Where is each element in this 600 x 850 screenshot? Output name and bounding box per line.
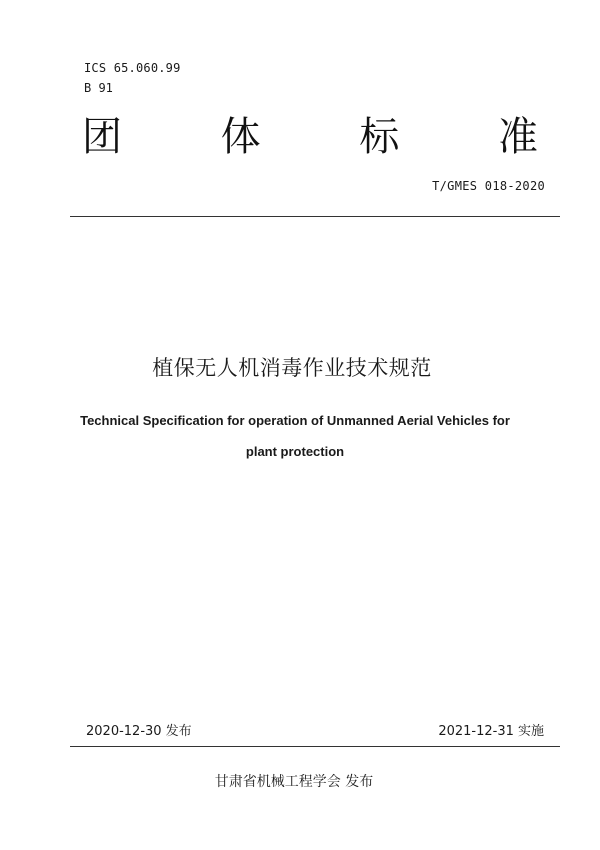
chinese-title: 植保无人机消毒作业技术规范: [152, 356, 432, 380]
standard-type-char: 标: [359, 114, 400, 160]
top-divider: [70, 216, 560, 217]
ics-code: ICS 65.060.99: [84, 61, 181, 75]
standard-type-char: 体: [220, 114, 261, 160]
english-title-line-1: Technical Specification for operation of Unmanned Aerial Vehicles for: [80, 413, 510, 428]
bottom-divider: [70, 746, 560, 747]
issue-date: 2020-12-30 发布: [86, 724, 192, 739]
ccs-code: B 91: [84, 81, 113, 95]
standard-type-heading: [80, 112, 540, 162]
english-title-line-2: plant protection: [245, 444, 345, 459]
implementation-date: 2021-12-31 实施: [438, 724, 544, 739]
standard-number: T/GMES 018-2020: [432, 179, 545, 193]
standard-type-char: 团: [82, 114, 122, 160]
standard-type-char: 准: [497, 114, 538, 160]
publisher: 甘肃省机械工程学会 发布: [214, 774, 374, 790]
